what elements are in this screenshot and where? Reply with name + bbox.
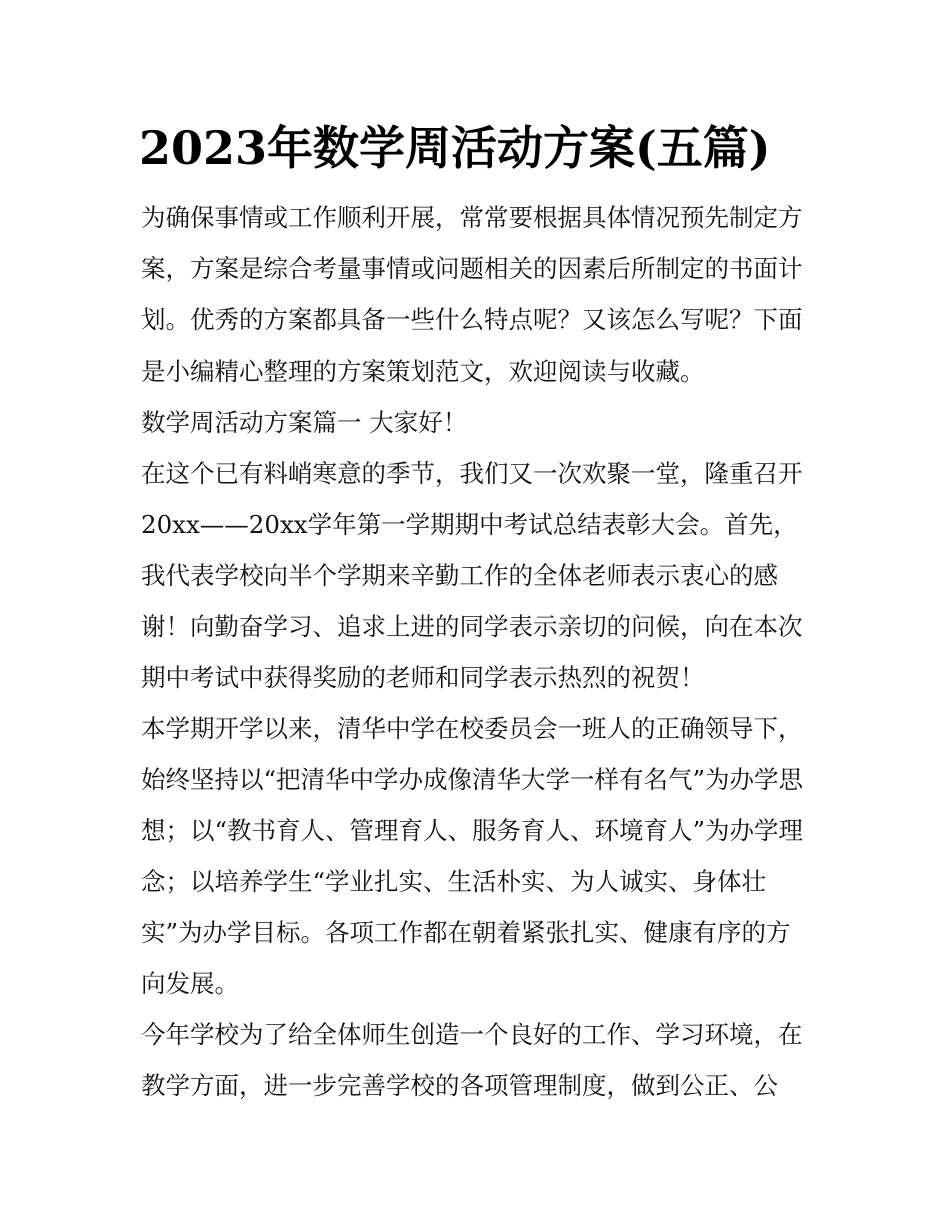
document-title: 2023年数学周活动方案(五篇) [139,121,771,175]
paragraph-line: 实”为办学目标。各项工作都在朝着紧张扎实、健康有序的方 [141,918,791,947]
paragraph-line: 本学期开学以来，清华中学在校委员会一班人的正确领导下， [141,714,803,743]
paragraph-line: 我代表学校向半个学期来辛勤工作的全体老师表示衷心的感 [141,561,778,590]
paragraph-line: 划。优秀的方案都具备一些什么特点呢？又该怎么写呢？下面 [141,305,803,334]
section-heading-line: 数学周活动方案篇一 大家好！ [141,408,468,437]
paragraph-line: 案，方案是综合考量事情或问题相关的因素后所制定的书面计 [141,254,803,283]
paragraph-line: 教学方面，进一步完善学校的各项管理制度，做到公正、公 [141,1071,778,1100]
paragraph-line: 始终坚持以“把清华中学办成像清华大学一样有名气”为办学思 [141,765,804,794]
paragraph-line: 谢！向勤奋学习、追求上进的同学表示亲切的问候，向在本次 [141,612,803,641]
paragraph-line: 念；以培养学生“学业扎实、生活朴实、为人诚实、身体壮 [141,867,767,896]
paragraph-line: 在这个已有料峭寒意的季节，我们又一次欢聚一堂，隆重召开 [141,459,803,488]
paragraph-line: 是小编精心整理的方案策划范文，欢迎阅读与收藏。 [141,357,705,386]
paragraph-line: 期中考试中获得奖励的老师和同学表示热烈的祝贺！ [141,663,705,692]
paragraph-line: 20xx——20xx学年第一学期期中考试总结表彰大会。首先， [141,510,798,539]
paragraph-line: 今年学校为了给全体师生创造一个良好的工作、学习环境，在 [141,1020,803,1049]
paragraph-line: 向发展。 [141,969,239,998]
paragraph-line: 为确保事情或工作顺利开展，常常要根据具体情况预先制定方 [141,203,803,232]
paragraph-line: 想；以“教书育人、管理育人、服务育人、环境育人”为办学理 [141,816,804,845]
